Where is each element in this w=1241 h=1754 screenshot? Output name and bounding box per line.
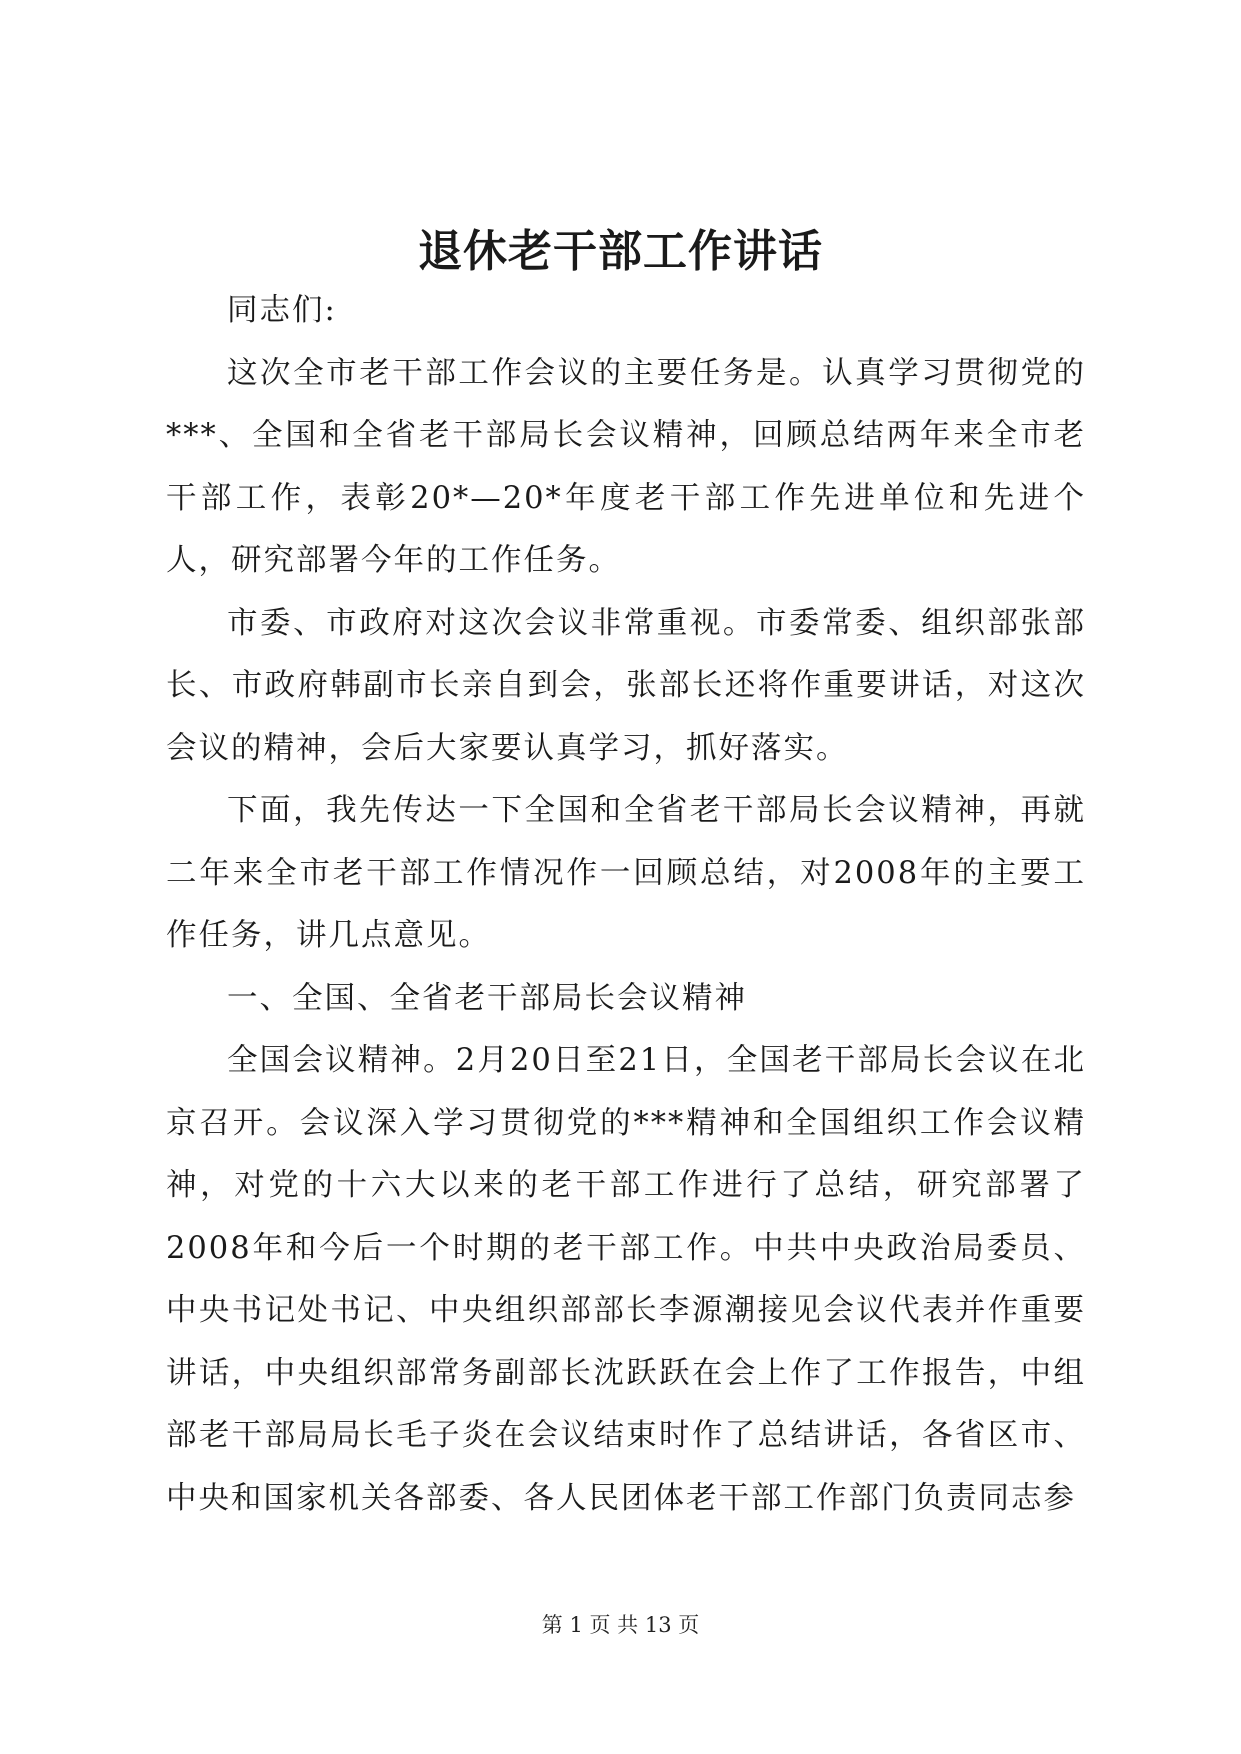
paragraph-1: 这次全市老干部工作会议的主要任务是。认真学习贯彻党的***、全国和全省老干部局长会议精神，回顾总结两年来全市老干部工作，表彰20*—20*年度老干部工作先进单位和先进个人，研究部署今年的工作任务。 — [166, 355, 1086, 578]
page-number-footer: 第 1 页 共 13 页 — [541, 1613, 700, 1637]
paragraph-3: 下面，我先传达一下全国和全省老干部局长会议精神，再就二年来全市老干部工作情况作一回顾总结，对2008年的主要工作任务，讲几点意见。 — [166, 793, 1086, 953]
document-body — [166, 280, 1086, 1530]
section-heading-1: 一、全国、全省老干部局长会议精神 — [227, 980, 747, 1016]
paragraph-2: 市委、市政府对这次会议非常重视。市委常委、组织部张部长、市政府韩副市长亲自到会，张部长还将作重要讲话，对这次会议的精神，会后大家要认真学习，抓好落实。 — [166, 605, 1086, 766]
salutation: 同志们: — [227, 293, 337, 328]
paragraph-4: 全国会议精神。2月20日至21日，全国老干部局长会议在北京召开。会议深入学习贯彻党的***精神和全国组织工作会议精神，对党的十六大以来的老干部工作进行了总结，研究部署了2008年和今后一个时期的老干部工作。中共中央政治局委员、中央书记处书记、中央组织部部长李源潮接见会议代表并作重要讲话，中央组织部常务副部长沈跃跃在会上作了工作报告，中组部老干部局局长毛子炎在会议结束时作了总结讲话，各省区市、中央和国家机关各部委、各人民团体老干部工作部门负责同志参 — [166, 1043, 1086, 1516]
document-title: 退休老干部工作讲话 — [418, 226, 823, 277]
